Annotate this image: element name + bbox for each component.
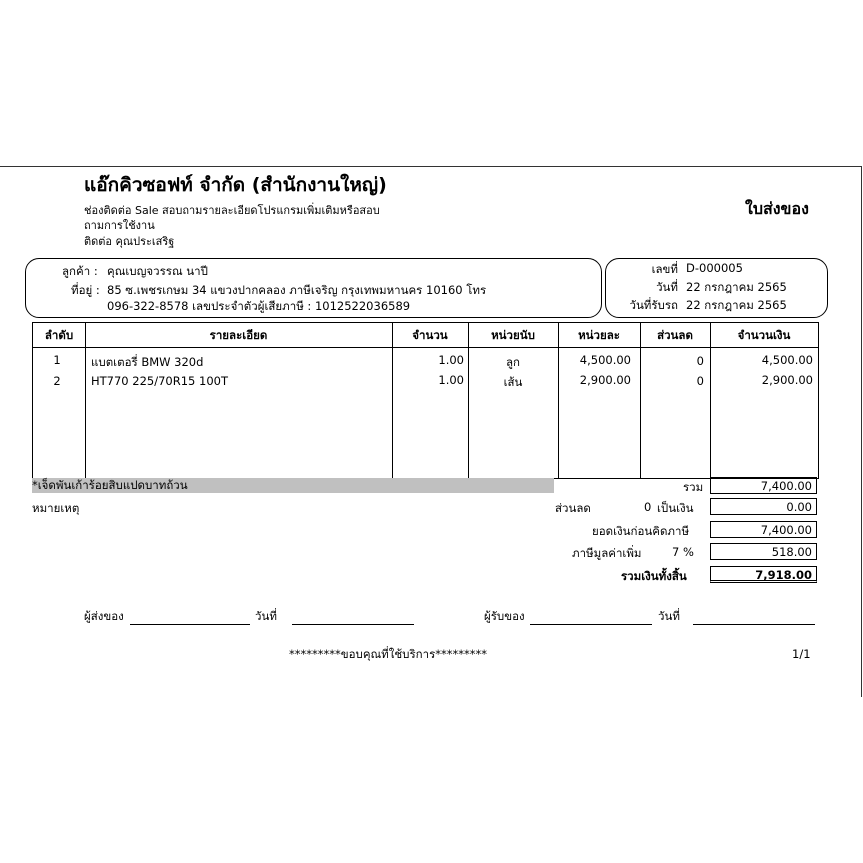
discount-value: 0: [644, 500, 652, 514]
grand-total-value: 7,918.00: [710, 566, 817, 583]
sender-date-label: วันที่: [255, 609, 277, 623]
company-contact-line-3: ติดต่อ คุณประเสริฐ: [84, 235, 175, 248]
address-line-1: 85 ซ.เพชรเกษม 34 แขวงปากคลอง ภาษีเจริญ กรุงเทพมหานคร 10160 โทร: [107, 283, 487, 297]
row-1-description: แบตเตอรี่ BMW 320d: [91, 355, 204, 369]
row-2-quantity: 1.00: [438, 373, 464, 387]
header-amount: จำนวนเงิน: [737, 328, 791, 342]
thank-you-message: *********ขอบคุณที่ใช้บริการ*********: [289, 647, 488, 661]
customer-name: คุณเบญจวรรณ นาปี: [107, 264, 208, 278]
row-1-no: 1: [53, 353, 61, 367]
row-1-discount: 0: [696, 354, 704, 368]
items-table: [32, 322, 819, 479]
receiver-date-line: [693, 624, 815, 625]
row-2-no: 2: [53, 374, 61, 388]
before-vat-value: 7,400.00: [710, 521, 817, 538]
sender-label: ผู้ส่งของ: [84, 609, 124, 623]
header-discount: ส่วนลด: [657, 328, 693, 342]
vat-rate: 7 %: [672, 545, 694, 559]
receiver-label: ผู้รับของ: [484, 609, 525, 623]
row-2-description: HT770 225/70R15 100T: [91, 374, 228, 388]
subtotal-label: รวม: [683, 480, 704, 494]
header-description: รายละเอียด: [209, 328, 268, 342]
vat-label: ภาษีมูลค่าเพิ่ม: [572, 546, 642, 560]
discount-amount: 0.00: [710, 498, 817, 515]
subtotal-value: 7,400.00: [710, 477, 817, 494]
row-2-unit-price: 2,900.00: [579, 373, 631, 387]
vat-value: 518.00: [710, 543, 817, 560]
address-line-2: 096-322-8578 เลขประจำตัวผู้เสียภาษี : 1012522036589: [107, 299, 411, 313]
address-label: ที่อยู่ :: [71, 283, 100, 297]
company-contact-line-1: ช่องติดต่อ Sale สอบถามรายละเอียดโปรแกรมเพิ่มเติมหรือสอบ: [84, 204, 380, 217]
header-unit: หน่วยนับ: [491, 328, 535, 342]
row-2-discount: 0: [696, 374, 704, 388]
receive-date-label: วันที่รับรถ: [629, 298, 678, 312]
header-unit-price: หน่วยละ: [578, 328, 620, 342]
document-title: ใบส่งของ: [745, 199, 809, 218]
company-contact-line-2: ถามการใช้งาน: [84, 219, 155, 232]
company-name: แอ๊กคิวซอฟท์ จำกัด (สำนักงานใหญ่): [84, 174, 387, 196]
sender-signature-line: [130, 624, 250, 625]
row-1-unit-price: 4,500.00: [579, 353, 631, 367]
sender-date-line: [292, 624, 414, 625]
page-number: 1/1: [792, 647, 811, 661]
header-quantity: จำนวน: [412, 328, 448, 342]
doc-date-label: วันที่: [656, 280, 678, 294]
row-1-unit: ลูก: [505, 355, 520, 369]
receiver-signature-line: [530, 624, 652, 625]
doc-no-value: D-000005: [686, 261, 743, 275]
amount-in-words: *เจ็ดพันเก้าร้อยสิบแปดบาทถ้วน: [32, 478, 554, 493]
doc-no-label: เลขที่: [651, 262, 678, 276]
row-2-amount: 2,900.00: [761, 373, 813, 387]
receive-date-value: 22 กรกฎาคม 2565: [686, 298, 787, 312]
customer-label: ลูกค้า :: [62, 264, 98, 278]
before-vat-label: ยอดเงินก่อนคิดภาษี: [592, 524, 690, 538]
row-1-quantity: 1.00: [438, 353, 464, 367]
discount-unit-label: เป็นเงิน: [657, 501, 694, 515]
doc-date-value: 22 กรกฎาคม 2565: [686, 280, 787, 294]
grand-total-label: รวมเงินทั้งสิ้น: [621, 569, 687, 583]
row-2-unit: เส้น: [503, 375, 523, 389]
remark-label: หมายเหตุ: [32, 501, 80, 515]
receiver-date-label: วันที่: [658, 609, 680, 623]
row-1-amount: 4,500.00: [761, 353, 813, 367]
discount-label: ส่วนลด: [555, 501, 591, 515]
header-no: ลำดับ: [44, 328, 74, 342]
